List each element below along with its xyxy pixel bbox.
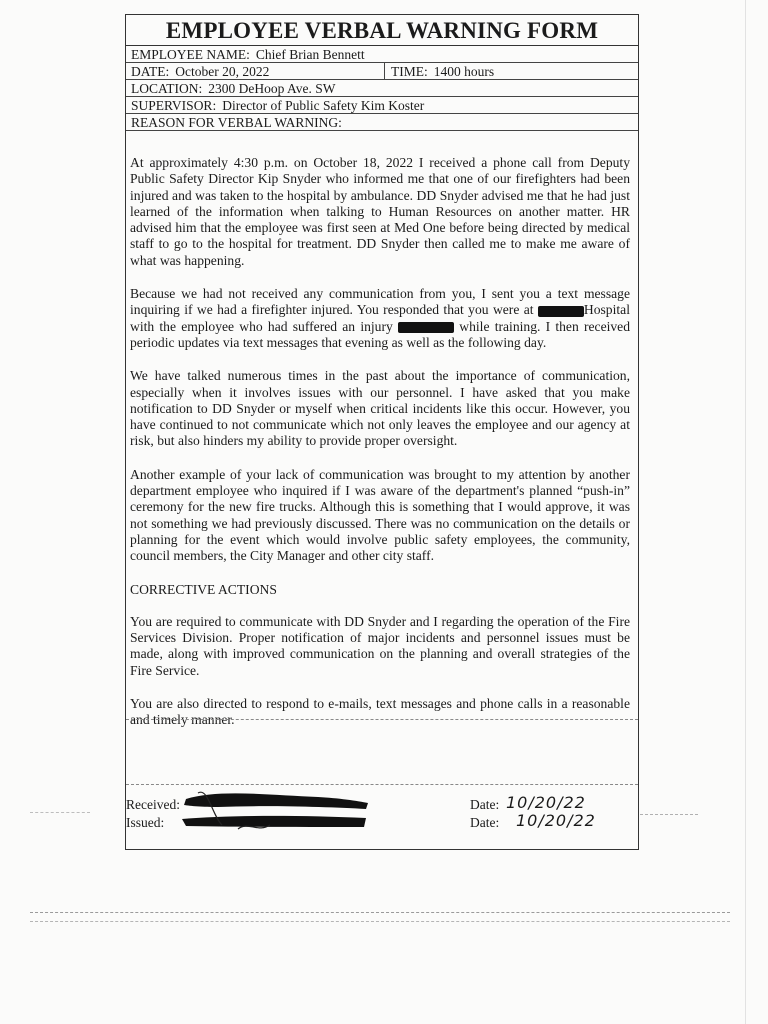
location-label: LOCATION: — [131, 81, 203, 96]
issued-date-label: Date: — [470, 815, 500, 830]
time-label: TIME: — [391, 64, 428, 79]
scan-margin-line — [745, 0, 746, 1024]
reason-label: REASON FOR VERBAL WARNING: — [131, 115, 342, 130]
redaction-issued-signature — [182, 816, 366, 827]
employee-name-row — [126, 46, 638, 63]
redaction-hospital — [538, 306, 584, 317]
issued-label: Issued: — [126, 815, 165, 830]
location-value: 2300 DeHoop Ave. SW — [208, 81, 336, 96]
date-time-row — [126, 63, 638, 80]
paragraph-text-message-part-1: Because we had not received any communication from you, I sent you a text message inquiring if we had a firefighter injured. You responded that you were at — [130, 286, 630, 318]
issued-date-handwritten: 10/20/22 — [516, 811, 596, 830]
supervisor-row — [126, 97, 638, 114]
redaction-injury — [398, 322, 454, 333]
paragraph-communication: We have talked numerous times in the past about the importance of communication, especially when it involves issues with our personnel. I have asked that you make notification to DD Snyder or myself when critical incidents like this occur. However, you have continued to not communicate which not only leaves the employee and our agency at risk, but also hinders my ability to provide proper oversight. — [130, 368, 630, 449]
scan-artifact-left — [30, 812, 90, 813]
warning-body — [130, 155, 630, 746]
received-label: Received: — [126, 797, 180, 812]
scan-artifact-line — [30, 912, 730, 913]
reason-row — [126, 114, 638, 131]
form-title: EMPLOYEE VERBAL WARNING FORM — [126, 15, 638, 46]
scan-artifact-line-2 — [30, 921, 730, 922]
employee-name-value: Chief Brian Bennett — [255, 47, 365, 62]
received-date-handwritten: 10/20/22 — [506, 793, 586, 812]
location-row — [126, 80, 638, 97]
employee-name-label: EMPLOYEE NAME: — [131, 47, 250, 62]
received-date-label: Date: — [470, 797, 500, 812]
time-cell — [384, 63, 494, 79]
paragraph-incident: At approximately 4:30 p.m. on October 18, 2022 I received a phone call from Deputy Public Safety Director Kip Snyder who informed me that one of our firefighters had been injured and was taken to the hospital by ambulance. DD Snyder advised me that he had just learned of the information when talking to Human Resources on another matter. HR advised him that the employee was first seen at Med One before being directed by medical staff to go to the hospital for treatment. DD Snyder then called me to make me aware of what was happening. — [130, 155, 630, 268]
verbal-warning-form — [125, 14, 639, 850]
redacted-signatures — [178, 785, 378, 833]
paragraph-text-message-part-2: Hospital with the employee who had suffered an injury — [130, 302, 630, 334]
date-label: DATE: — [131, 64, 170, 79]
paragraph-corrective-requirements: You are required to communicate with DD Snyder and I regarding the operation of the Fire Services Division. Proper notification of major incidents and personnel issues must be made, along with improved communication on the planning and overall strategies of the Fire Service. — [130, 613, 630, 678]
paragraph-push-in-ceremony: Another example of your lack of communication was brought to my attention by another department employee who inquired if I was aware of the department's planned “push-in” ceremony for the new fire trucks. Although this is something that I would approve, it was not something we had previously discussed. There was no communication on the details or planning for the event which would involve public safety employees, the community, council members, the City Manager and other city staff. — [130, 466, 630, 564]
section-divider — [126, 719, 638, 720]
supervisor-label: SUPERVISOR: — [131, 98, 217, 113]
paragraph-response-directive: You are also directed to respond to e-mails, text messages and phone calls in a reasonable and timely manner. — [130, 696, 630, 728]
corrective-actions-heading: CORRECTIVE ACTIONS — [130, 581, 277, 597]
scan-artifact-margin — [640, 814, 698, 815]
paragraph-text-message-part-3: while training. I then received periodic updates via text messages that evening as well as the following day. — [130, 318, 631, 350]
supervisor-value: Director of Public Safety Kim Koster — [222, 98, 425, 113]
date-value: October 20, 2022 — [175, 64, 270, 79]
paragraph-text-message — [130, 286, 630, 351]
time-value: 1400 hours — [433, 64, 495, 79]
